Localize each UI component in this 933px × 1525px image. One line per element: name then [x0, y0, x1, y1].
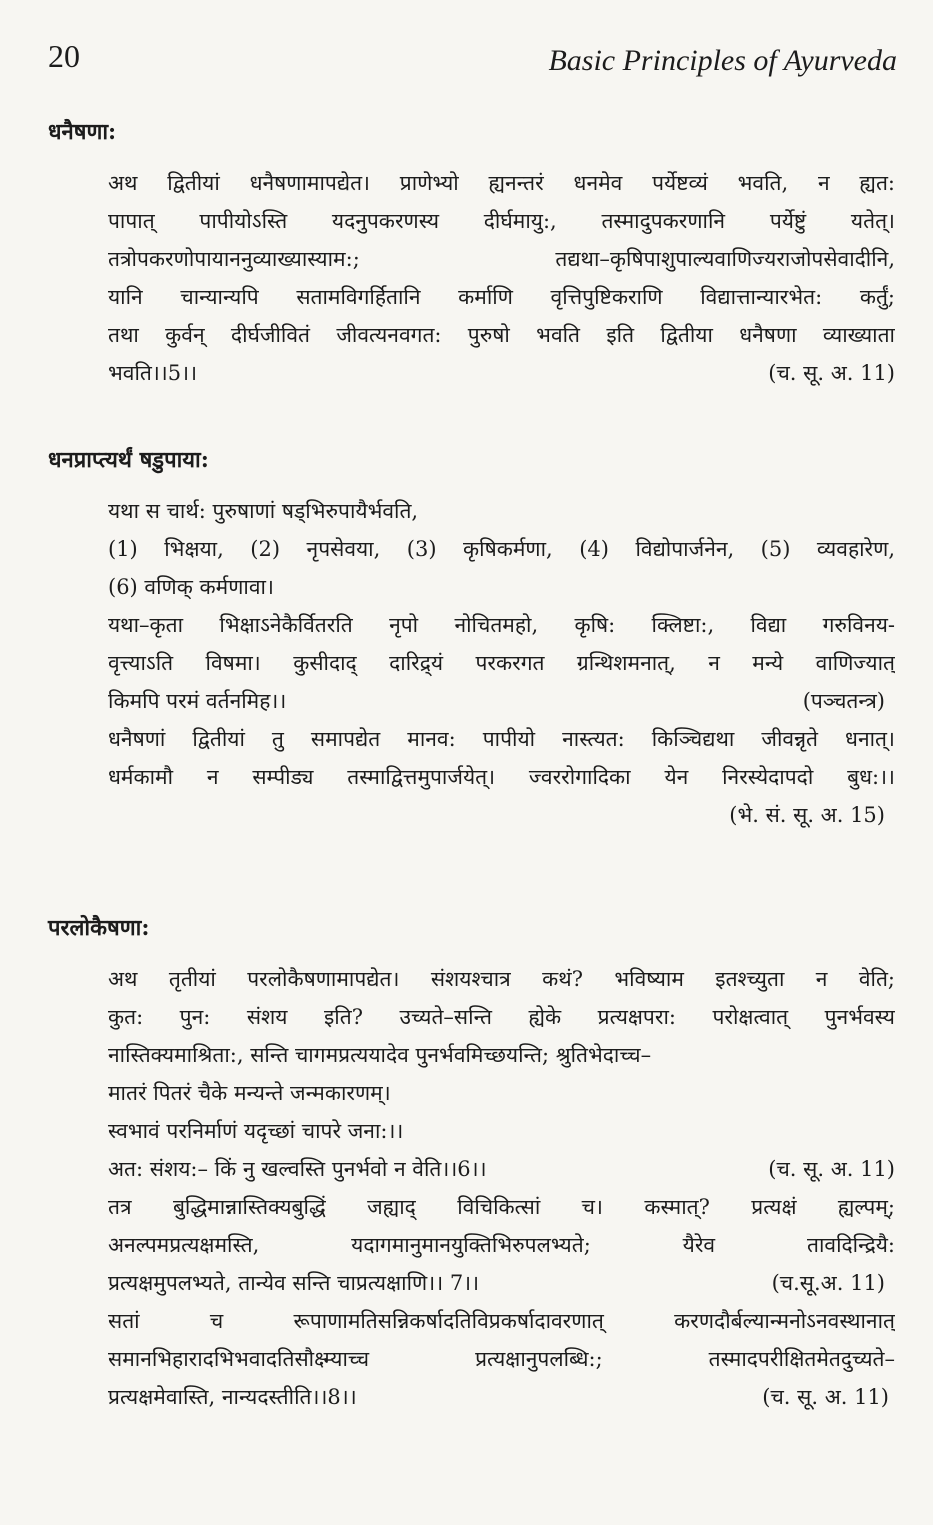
section-heading-dhanaishana: धनैषणा:: [48, 119, 117, 145]
text-line: तत्रोपकरणोपायाननुव्याख्यास्याम:; तद्यथा–कृषिपाशुपाल्यवाणिज्यराजोपसेवादीनि,: [108, 247, 895, 271]
text-line: (6) वणिक् कर्मणावा।: [108, 575, 274, 599]
citation: (च. सू. अ. 11): [768, 361, 895, 385]
citation: (भे. सं. सू. अ. 15): [729, 803, 885, 827]
text-line: स्वभावं परनिर्माणं यदृच्छां चापरे जना:।।: [108, 1119, 404, 1143]
verse-end-text: किमपि परमं वर्तनमिह।।: [108, 689, 287, 713]
verse-end-text: भवति।।5।।: [108, 361, 198, 385]
text-line: [108, 1378, 895, 1416]
text-line: अथ द्वितीयां धनैषणामापद्येत। प्राणेभ्यो ह्यनन्तरं धनमेव पर्येष्टव्यं भवति, न ह्यत:: [108, 171, 895, 195]
text-line: धनैषणां द्वितीयां तु समापद्येत मानव: पापीयो नास्त्यत: किञ्चिद्यथा जीवन्नृते धनात्।: [108, 727, 895, 751]
text-line: पापात् पापीयोऽस्ति यदनुपकरणस्य दीर्घमायु:, तस्मादुपकरणानि पर्येष्टुं यतेत्।: [108, 209, 895, 233]
page-header: [48, 38, 897, 88]
text-line: कुत: पुन: संशय इति? उच्यते–सन्ति ह्येके प्रत्यक्षपरा: परोक्षत्वात् पुनर्भवस्य: [108, 1005, 895, 1029]
section-body-dhanaishana: [108, 164, 895, 392]
citation: (च.सू.अ. 11): [771, 1271, 885, 1295]
text-line: [108, 1264, 895, 1302]
text-line: धर्मकामौ न सम्पीड्य तस्माद्वित्तमुपार्जयेत्। ज्वररोगादिका येन निरस्येदापदो बुध:।।: [108, 765, 895, 789]
section-heading-dhanaprapti: धनप्राप्त्यर्थं षडुपाया:: [48, 447, 209, 473]
citation: (पञ्चतन्त्र): [802, 689, 885, 713]
text-line: तत्र बुद्धिमान्नास्तिक्यबुद्धिं जह्याद् विचिकित्सां च। कस्मात्? प्रत्यक्षं ह्यल्पम्;: [108, 1195, 895, 1219]
text-line: यथा स चार्थ: पुरुषाणां षड्भिरुपायैर्भवति,: [108, 499, 419, 523]
text-line: मातरं पितरं चैके मन्यन्ते जन्मकारणम्।: [108, 1081, 391, 1105]
text-line: तथा कुर्वन् दीर्घजीवितं जीवत्यनवगत: पुरुषो भवति इति द्वितीया धनैषणा व्याख्याता: [108, 323, 895, 347]
section-body-paralokaishana: [108, 960, 895, 1416]
verse-end-text: प्रत्यक्षमेवास्ति, नान्यदस्तीति।।8।।: [108, 1385, 357, 1409]
text-line: यानि चान्यान्यपि सतामविगर्हितानि कर्माणि वृत्तिपुष्टिकराणि विद्यात्तान्यारभेत: कर्तुं;: [108, 285, 895, 309]
text-line: अथ तृतीयां परलोकैषणामापद्येत। संशयश्चात्र कथं? भविष्याम इतश्च्युता न वेति;: [108, 967, 895, 991]
verse-end-text: प्रत्यक्षमुपलभ्यते, तान्येव सन्ति चाप्रत्यक्षाणि।। 7।।: [108, 1271, 480, 1295]
text-line: सतां च रूपाणामतिसन्निकर्षादतिविप्रकर्षादावरणात् करणदौर्बल्यान्मनोऽनवस्थानात्: [108, 1309, 895, 1333]
section-heading-paralokaishana: परलोकैषणा:: [48, 915, 150, 941]
text-line: (1) भिक्षया, (2) नृपसेवया, (3) कृषिकर्मणा, (4) विद्योपार्जनेन, (5) व्यवहारेण,: [108, 537, 895, 561]
text-line: अनल्पमप्रत्यक्षमस्ति, यदागमानुमानयुक्तिभिरुपलभ्यते; यैरेव तावदिन्द्रियै:: [108, 1233, 895, 1257]
text-line: नास्तिक्यमाश्रिता:, सन्ति चागमप्रत्ययादेव पुनर्भवमिच्छयन्ति; श्रुतिभेदाच्च–: [108, 1043, 652, 1067]
text-line: [108, 354, 895, 392]
citation: (च. सू. अ. 11): [762, 1385, 889, 1409]
running-title: Basic Principles of Ayurveda: [548, 44, 897, 77]
text-line: [108, 682, 895, 720]
text-line: [108, 1150, 895, 1188]
section-body-dhanaprapti: [108, 492, 895, 834]
text-line: वृत्त्याऽति विषमा। कुसीदाद् दारिद्र्यं परकरगत ग्रन्थिशमनात्, न मन्ये वाणिज्यात्: [108, 651, 895, 675]
page-number: 20: [48, 38, 80, 74]
citation: (च. सू. अ. 11): [768, 1157, 895, 1181]
verse-end-text: अत: संशय:– किं नु खल्वस्ति पुनर्भवो न वेति।।6।।: [108, 1157, 487, 1181]
text-line: समानभिहारादभिभवादतिसौक्ष्म्याच्च प्रत्यक्षानुपलब्धि:; तस्मादपरीक्षितमेतदुच्यते–: [108, 1347, 895, 1371]
text-line: यथा–कृता भिक्षाऽनेकैर्वितरति नृपो नोचितमहो, कृषि: क्लिष्टा:, विद्या गरुविनय-: [108, 613, 895, 637]
